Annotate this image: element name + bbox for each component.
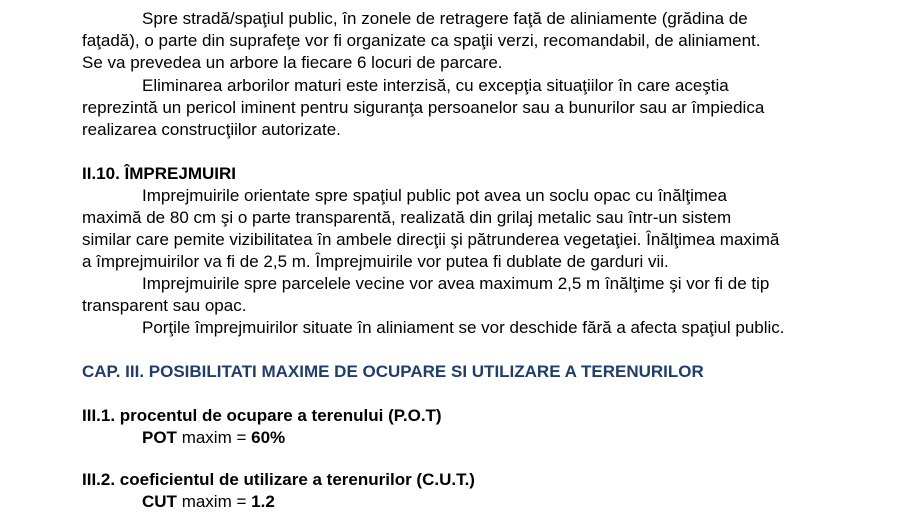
paragraph-line: transparent sau opac. bbox=[82, 296, 247, 315]
pot-label: POT bbox=[142, 428, 177, 447]
paragraph-line: Imprejmuirile orientate spre spaţiul public pot avea un soclu opac cu înălţimea bbox=[142, 186, 727, 205]
paragraph-line: Se va prevedea un arbore la fiecare 6 locuri de parcare. bbox=[82, 53, 503, 72]
cut-label: CUT bbox=[142, 492, 177, 511]
pot-value: 60% bbox=[251, 428, 286, 447]
paragraph-line: Imprejmuirile spre parcelele vecine vor avea maximum 2,5 m înălţime şi vor fi de tip bbox=[142, 274, 770, 293]
cut-text: maxim = bbox=[181, 492, 247, 511]
paragraph-line: faţadă), o parte din suprafeţe vor fi organizate ca spaţii verzi, recomandabil, de aliniament. bbox=[82, 31, 761, 50]
paragraph-line: Porţile împrejmuirilor situate în aliniament se vor deschide fără a afecta spaţiul public. bbox=[142, 318, 785, 337]
paragraph-line: Spre stradă/spaţiul public, în zonele de retragere faţă de aliniamente (grădina de bbox=[142, 9, 748, 28]
paragraph-line: realizarea construcţiilor autorizate. bbox=[82, 120, 341, 139]
cut-value-line bbox=[142, 491, 275, 513]
paragraph-line: Eliminarea arborilor maturi este interzisă, cu excepţia situaţiilor în care aceştia bbox=[142, 76, 729, 95]
chapter-heading: CAP. III. POSIBILITATI MAXIME DE OCUPARE SI UTILIZARE A TERENURILOR bbox=[82, 362, 704, 381]
paragraph-line: similar care pemite vizibilitatea în ambele direcţii şi pătrunderea vegetaţiei. Înălţimea maximă bbox=[82, 230, 780, 249]
paragraph-line: maximă de 80 cm şi o parte transparentă, realizată din grilaj metalic sau într-un sistem bbox=[82, 208, 732, 227]
paragraph-line: a împrejmuirilor va fi de 2,5 m. Împrejmuirile vor putea fi dublate de garduri vii. bbox=[82, 252, 669, 271]
subsection-heading-pot: III.1. procentul de ocupare a terenului (P.O.T) bbox=[82, 406, 442, 425]
pot-value-line bbox=[142, 427, 285, 449]
cut-value: 1.2 bbox=[251, 492, 275, 511]
paragraph-line: reprezintă un pericol iminent pentru siguranţa persoanelor sau a bunurilor sau ar împiedica bbox=[82, 98, 765, 117]
pot-text: maxim = bbox=[181, 428, 247, 447]
section-heading: II.10. ÎMPREJMUIRI bbox=[82, 164, 236, 183]
subsection-heading-cut: III.2. coeficientul de utilizare a terenurilor (C.U.T.) bbox=[82, 470, 475, 489]
